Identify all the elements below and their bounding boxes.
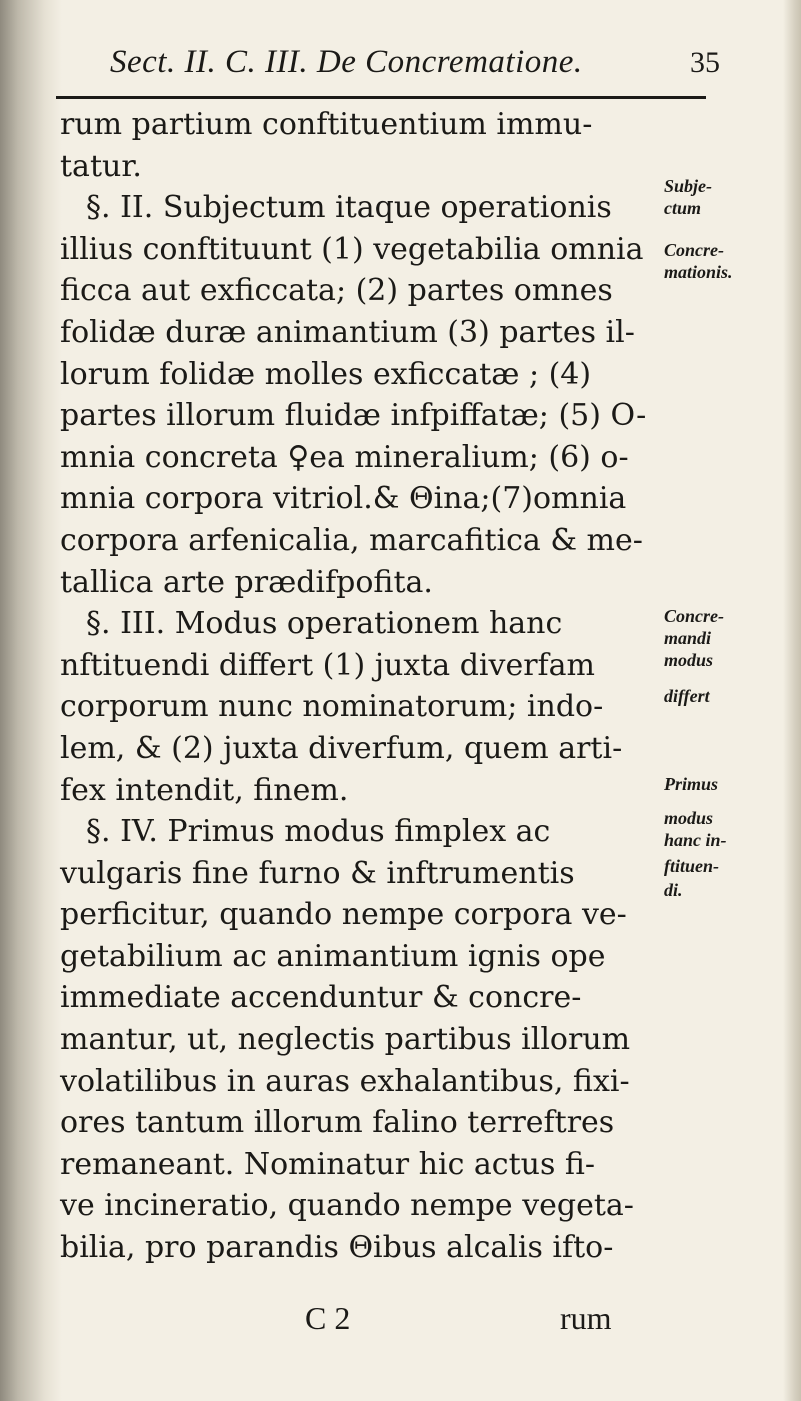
catchword: rum bbox=[560, 1300, 612, 1336]
page-number: 35 bbox=[690, 46, 720, 79]
text-line: §. IV. Primus modus fimplex ac bbox=[86, 814, 551, 850]
text-line: partes illorum fluidæ infpiffatæ; (5) O- bbox=[60, 398, 647, 434]
margin-note: differt bbox=[664, 686, 710, 706]
text-line: ficca aut exficcata; (2) partes omnes bbox=[60, 273, 613, 309]
text-line: fex intendit, finem. bbox=[60, 772, 349, 808]
text-line: mnia corpora vitriol.& Θina;(7)omnia bbox=[60, 481, 627, 517]
header-rule bbox=[56, 96, 706, 99]
margin-note: mationis. bbox=[664, 262, 733, 282]
text-line: folidæ duræ animantium (3) partes il- bbox=[60, 314, 635, 350]
text-line: getabilium ac animantium ignis ope bbox=[60, 938, 606, 974]
signature-mark: C 2 bbox=[305, 1300, 351, 1336]
text-line: ve incineratio, quando nempe vegeta- bbox=[60, 1188, 634, 1224]
text-line: corporum nunc nominatorum; indo- bbox=[60, 689, 604, 725]
margin-note: mandi bbox=[664, 628, 712, 648]
text-line: lorum folidæ molles exficcatæ ; (4) bbox=[60, 356, 592, 392]
margin-note: di. bbox=[664, 880, 683, 900]
text-line: illius conftituunt (1) vegetabilia omnia bbox=[60, 231, 644, 267]
page-header bbox=[110, 44, 770, 96]
text-line: corpora arfenicalia, marcafitica & me- bbox=[60, 522, 643, 558]
margin-note: ftituen- bbox=[664, 856, 720, 876]
text-line: §. III. Modus operationem hanc bbox=[86, 606, 563, 642]
margin-note: Concre- bbox=[664, 240, 724, 260]
text-line: tatur. bbox=[60, 148, 142, 184]
margin-note: Primus bbox=[664, 774, 719, 794]
text-line: mantur, ut, neglectis partibus illorum bbox=[60, 1022, 631, 1058]
margin-note: ctum bbox=[664, 198, 702, 218]
text-line: volatilibus in auras exhalantibus, fixi- bbox=[60, 1063, 630, 1099]
text-line: perficitur, quando nempe corpora ve- bbox=[60, 897, 627, 933]
text-line: remaneant. Nominatur hic actus fi- bbox=[60, 1146, 596, 1182]
margin-note: Subje- bbox=[664, 176, 713, 196]
text-line: bilia, pro parandis Θibus alcalis ifto- bbox=[60, 1230, 614, 1266]
page-footer bbox=[0, 1300, 801, 1340]
text-line: nftituendi differt (1) juxta diverfam bbox=[60, 647, 595, 683]
body-text bbox=[60, 104, 660, 1269]
margin-note: modus bbox=[664, 650, 714, 670]
margin-note: Concre- bbox=[664, 606, 724, 626]
page-edge bbox=[783, 0, 801, 1401]
text-line: §. II. Subjectum itaque operationis bbox=[86, 190, 612, 226]
binding-gutter bbox=[0, 0, 62, 1401]
running-head: Sect. II. C. III. De Concrematione. bbox=[110, 44, 583, 80]
text-line: lem, & (2) juxta diverfum, quem arti- bbox=[60, 730, 623, 766]
margin-note: modus bbox=[664, 808, 714, 828]
text-line: rum partium conftituentium immu- bbox=[60, 107, 593, 142]
margin-note: hanc in- bbox=[664, 830, 727, 850]
text-line: ores tantum illorum falino terreftres bbox=[60, 1105, 615, 1141]
text-line: immediate accenduntur & concre- bbox=[60, 980, 582, 1016]
text-line: tallica arte prædifpofita. bbox=[60, 564, 433, 600]
text-line: vulgaris fine furno & inftrumentis bbox=[60, 855, 575, 891]
text-line: mnia concreta ♀ea mineralium; (6) o- bbox=[60, 439, 629, 475]
